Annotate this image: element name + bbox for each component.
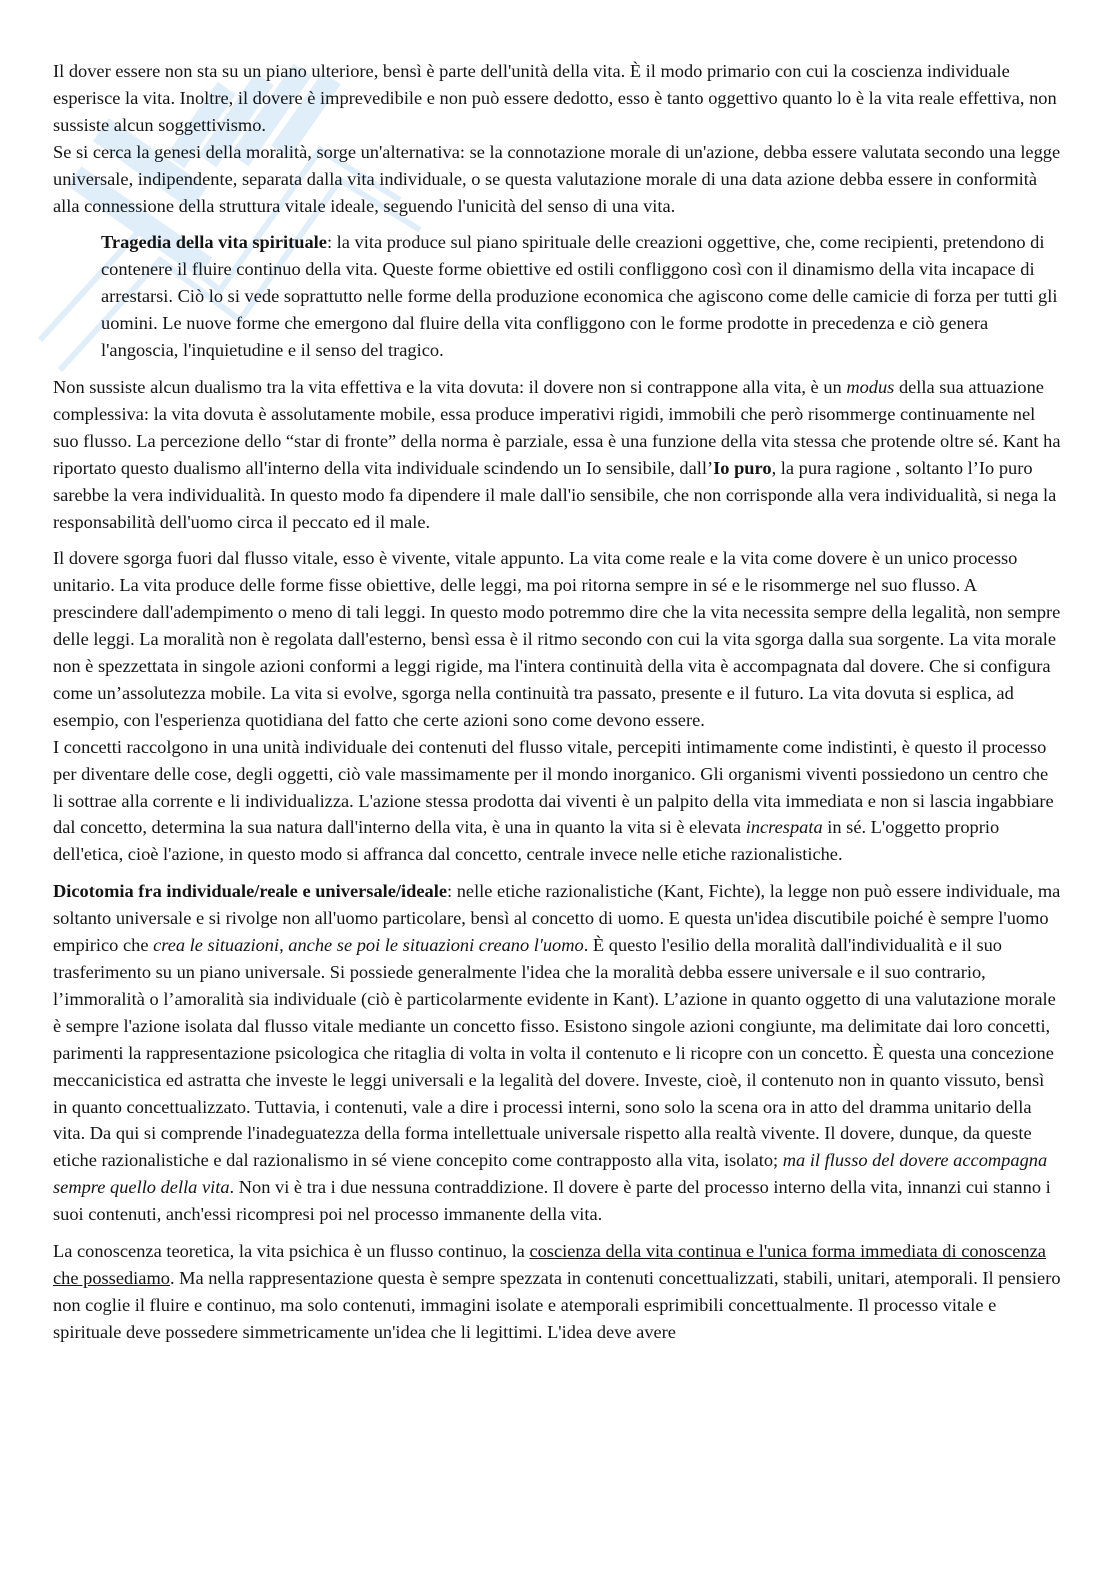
text-italic: increspata (745, 817, 823, 838)
text-run: I concetti raccolgono in una unità individuale dei contenuti del flusso vitale, percepiti intimamente come indistinti, è questo il processo per diventare delle cose, degli oggetti, ciò vale massimamente per il mondo inorganico. Gli organismi viventi possiedono un centro che li sottrae alla corrente e li individualizza. L'azione stessa prodotta dai viventi è un palpito della vita immediata e non si lascia ingabbiare dal concetto, determina la sua natura dall'interno della vita, è una in quanto la vita si è elevata (53, 736, 1054, 838)
paragraph (53, 1238, 1063, 1346)
document-body (53, 58, 1063, 1346)
text-run: della sua attuazione complessiva: la vita dovuta è assolutamente mobile, essa produce imperativi rigidi, immobili che però risommerge continuamente nel suo flusso. La percezione dello “star di fronte” della norma è parziale, essa è una funzione della vita stessa che protende oltre sé. Kant ha riportato questo dualismo all'interno della vita individuale scindendo un Io sensibile, dall’ (53, 376, 1061, 478)
text-run: Il dover essere non sta su un piano ulteriore, bensì è parte dell'unità della vita. È il modo primario con cui la coscienza individuale esperisce la vita. Inoltre, il dovere è imprevedibile e non può essere dedotto, esso è tanto oggettivo quanto lo è la vita reale effettiva, non sussiste alcun soggettivismo. (53, 61, 1057, 135)
text-run: . Ma nella rappresentazione questa è sempre spezzata in contenuti concettualizzati, stabili, unitari, atemporali. Il pensiero non coglie il fluire e continuo, ma solo contenuti, immagini isolate e atemporali esprimibili concettualmente. Il processo vitale e spirituale deve possedere simmetricamente un'idea che li legittimi. L'idea deve avere (53, 1267, 1061, 1342)
text-italic: modus (846, 376, 895, 397)
text-run: Non sussiste alcun dualismo tra la vita effettiva e la vita dovuta: il dovere non si contrappone alla vita, è un (53, 376, 847, 397)
text-run: . È questo l'esilio della moralità dall'individualità e il suo trasferimento su un piano universale. Si possiede generalmente l'idea che la moralità debba essere universale e il suo contrario, l’immoralità o l’amoralità sia individuale (ciò è particolarmente evidente in Kant). L’azione in quanto oggetto di una valutazione morale è sempre l'azione isolata dal flusso vitale mediante un concetto fisso. Esistono singole azioni congiunte, ma delimitate dai loro concetti, parimenti la rappresentazione psicologica che ritaglia di volta in volta il contenuto e li ricopre con un concetto. È questa una concezione meccanicistica ed astratta che investe le leggi universali e la legalità del dovere. Investe, cioè, il contenuto non in quanto vissuto, bensì in quanto concettualizzato. Tuttavia, i contenuti, vale a dire i processi interni, sono solo la scena ora in atto del dramma unitario della vita. Da qui si comprende l'inadeguatezza della forma intellettuale universale rispetto alla realtà vivente. Il dovere, dunque, da queste etiche razionalistiche e dal razionalismo in sé viene concepito come contrapposto alla vita, isolato; (53, 935, 1056, 1171)
text-run: La conoscenza teoretica, la vita psichica è un flusso continuo, la (53, 1241, 530, 1262)
paragraph (53, 734, 1063, 869)
paragraph-indented (53, 229, 1063, 364)
text-run: in sé. L'oggetto proprio dell'etica, cioè l'azione, in questo modo si affranca dal concetto, centrale invece nelle etiche razionalistiche. (53, 817, 1000, 865)
text-underline: coscienza della vita continua e l'unica forma immediata di conoscenza che possediamo (53, 1241, 1046, 1288)
text-bold: Dicotomia fra individuale/reale e universale/ideale (53, 881, 447, 902)
paragraph (53, 545, 1063, 733)
text-run: . Non vi è tra i due nessuna contraddizione. Il dovere è parte del processo interno della vita, innanzi cui stanno i suoi contenuti, anch'essi ricompresi poi nel processo immanente della vita. (53, 1177, 1051, 1225)
text-run: : nelle etiche razionalistiche (Kant, Fichte), la legge non può essere individuale, ma soltanto universale e si rivolge non all'uomo particolare, bensì al concetto di uomo. E questa un'idea discutibile poiché è sempre l'uomo empirico che (53, 881, 1061, 956)
paragraph (53, 878, 1063, 1228)
paragraph (53, 58, 1063, 139)
text-run: : la vita produce sul piano spirituale delle creazioni oggettive, che, come recipienti, pretendono di contenere il fluire continuo della vita. Queste forme obiettive ed ostili confliggono così con il dinamismo della vita incapace di arrestarsi. Ciò lo si vede soprattutto nelle forme della produzione economica che agiscono come delle camicie di forza per tutti gli uomini. Le nuove forme che emergono dal fluire della vita confliggono con le forme prodotte in precedenza e ciò genera l'angoscia, l'inquietudine e il senso del tragico. (101, 232, 1058, 361)
text-italic: ma il flusso del dovere accompagna sempre quello della vita (53, 1150, 1048, 1198)
text-run: Il dovere sgorga fuori dal flusso vitale, esso è vivente, vitale appunto. La vita come reale e la vita come dovere è un unico processo unitario. La vita produce delle forme fisse obiettive, delle leggi, ma poi ritorna sempre in sé e le risommerge nel suo flusso. A prescindere dall'adempimento o meno di tali leggi. In questo modo potremmo dire che la vita necessita sempre della legalità, non sempre delle leggi. La moralità non è regolata dall'esterno, bensì essa è il ritmo secondo con cui la vita sgorga dalla sua sorgente. La vita morale non è spezzettata in singole azioni conformi a leggi rigide, ma l'intera continuità della vita è accompagnata dal dovere. Che si configura come un’assolutezza mobile. La vita si evolve, sgorga nella continuità tra passato, presente e il futuro. La vita dovuta si esplica, ad esempio, con l'esperienza quotidiana del fatto che certe azioni sono come devono essere. (53, 548, 1061, 730)
text-bold: Tragedia della vita spirituale (101, 232, 327, 253)
text-italic: crea le situazioni, anche se poi le situazioni creano l'uomo (153, 935, 584, 956)
text-run: , la pura ragione , soltanto l’Io puro sarebbe la vera individualità. In questo modo fa dipendere il male dall'io sensibile, che non corrisponde alla vera individualità, si nega la responsabilità dell'uomo circa il peccato ed il male. (53, 457, 1057, 532)
text-bold: Io puro (713, 457, 772, 478)
paragraph (53, 374, 1063, 535)
paragraph (53, 139, 1063, 220)
text-run: Se si cerca la genesi della moralità, sorge un'alternativa: se la connotazione morale di un'azione, debba essere valutata secondo una legge universale, indipendente, separata dalla vita individuale, o se questa valutazione morale di una data azione debba essere in conformità alla connessione della struttura vitale ideale, seguendo l'unicità del senso di una vita. (53, 141, 1061, 216)
